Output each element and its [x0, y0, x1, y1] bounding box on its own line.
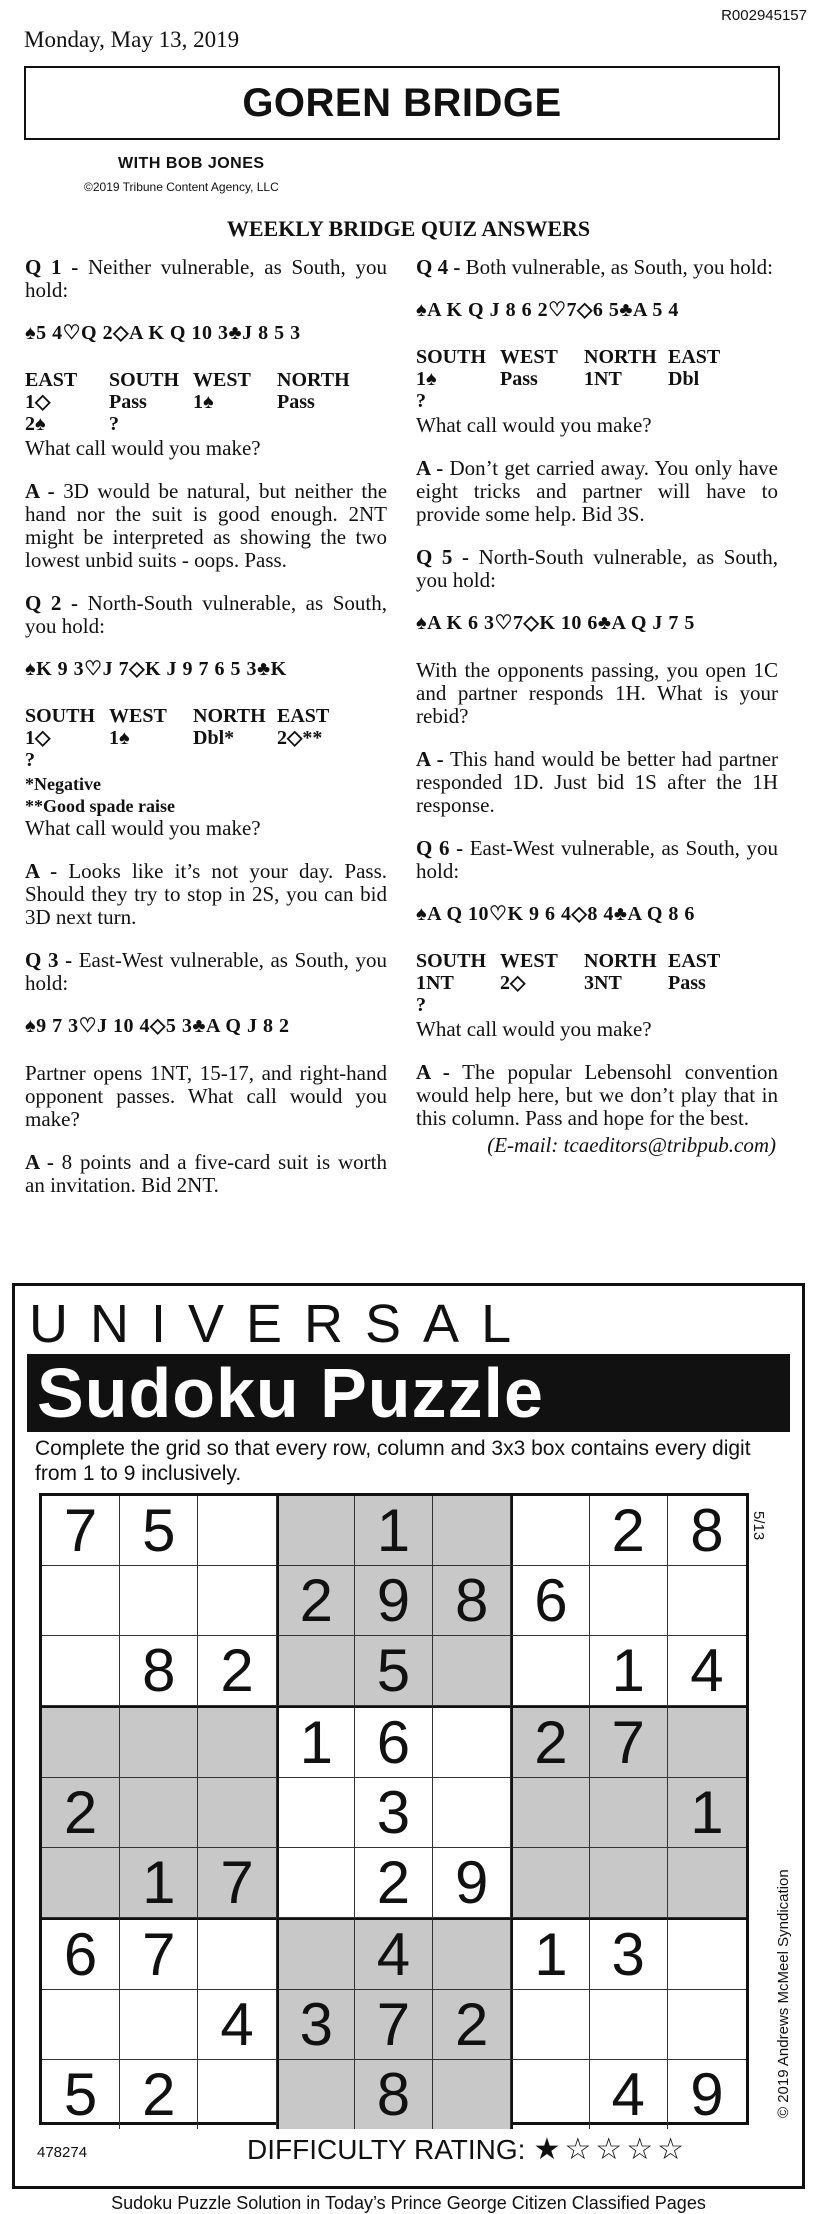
question-3-text: Partner opens 1NT, 15-17, and right-hand opponent passes. What call would you make? — [25, 1061, 387, 1131]
sudoku-cell[interactable] — [198, 1566, 276, 1636]
auction-4 — [416, 346, 778, 412]
answer-text: Don’t get carried away. You only have eight tricks and partner will have to provide some help. Bid 3S. — [416, 456, 778, 526]
auction-bid: 2◇** — [277, 727, 323, 749]
question-prompt: What call would you make? — [416, 1017, 652, 1041]
sudoku-cell[interactable]: 1 — [355, 1496, 433, 1566]
sudoku-cell[interactable] — [668, 1566, 746, 1636]
auction-bid: ? — [109, 413, 119, 435]
sudoku-cell[interactable] — [277, 2060, 355, 2129]
sudoku-cell[interactable]: 2 — [433, 1990, 511, 2060]
question-prompt: What call would you make? — [416, 413, 652, 437]
star-empty-icon: ☆ — [564, 2133, 592, 2166]
sudoku-cell[interactable] — [277, 1848, 355, 1918]
sudoku-cell[interactable] — [120, 1566, 198, 1636]
question-4-intro — [416, 256, 778, 279]
auction-seat: WEST — [500, 346, 558, 368]
auction-2 — [25, 705, 387, 771]
answer-2 — [25, 860, 387, 929]
auction-bid: 1◇ — [25, 391, 51, 413]
sudoku-cell[interactable] — [590, 1566, 668, 1636]
auction-bid: 1♠ — [109, 727, 130, 749]
auction-header-row — [416, 950, 778, 972]
sudoku-cell[interactable] — [433, 1636, 511, 1706]
answer-label: A - — [416, 456, 444, 480]
sudoku-cell[interactable]: 1 — [590, 1636, 668, 1706]
star-empty-icon: ☆ — [657, 2133, 684, 2166]
sudoku-cell[interactable] — [433, 1706, 511, 1778]
sudoku-cell[interactable] — [277, 1636, 355, 1706]
hand-2: ♠K 9 3♡J 7◇K J 9 7 6 5 3♣K — [25, 658, 287, 680]
sudoku-cell[interactable] — [277, 1496, 355, 1566]
sudoku-cell[interactable]: 5 — [355, 1636, 433, 1706]
sudoku-cell[interactable]: 9 — [433, 1848, 511, 1918]
sudoku-cell[interactable] — [668, 1848, 746, 1918]
sudoku-cell[interactable] — [198, 1706, 276, 1778]
question-label: Q 3 - — [25, 948, 73, 972]
question-text: North-South vulnerable, as South, you hold: — [25, 591, 388, 638]
auction-row — [416, 972, 778, 994]
answer-5 — [416, 748, 778, 817]
sudoku-cell[interactable] — [433, 1496, 511, 1566]
sudoku-cell[interactable] — [511, 1848, 589, 1918]
sudoku-cell[interactable]: 4 — [355, 1918, 433, 1990]
sudoku-cell[interactable]: 1 — [120, 1848, 198, 1918]
question-5-intro — [416, 546, 778, 592]
sudoku-cell[interactable] — [198, 1496, 276, 1566]
sudoku-cell[interactable]: 2 — [355, 1848, 433, 1918]
auction-row — [25, 727, 387, 749]
answer-label: A - — [416, 1060, 450, 1084]
sudoku-cell[interactable]: 7 — [590, 1706, 668, 1778]
auction-seat: WEST — [109, 705, 167, 727]
auction-bid: 1♠ — [193, 391, 214, 413]
sudoku-cell[interactable]: 4 — [198, 1990, 276, 2060]
question-label: Q 4 - — [416, 255, 461, 279]
auction-header-row — [25, 705, 387, 727]
copyright-line: ©2019 Tribune Content Agency, LLC — [84, 180, 279, 194]
column-title: GOREN BRIDGE — [242, 80, 562, 125]
sudoku-cell[interactable]: 8 — [120, 1636, 198, 1706]
auction-seat: EAST — [277, 705, 330, 727]
auction-row — [25, 749, 387, 771]
sudoku-cell[interactable]: 7 — [355, 1990, 433, 2060]
auction-bid: 1♠ — [416, 368, 437, 390]
sudoku-cell[interactable]: 2 — [277, 1566, 355, 1636]
difficulty-label: DIFFICULTY RATING: — [247, 2134, 526, 2165]
quiz-heading: WEEKLY BRIDGE QUIZ ANSWERS — [226, 216, 591, 241]
question-text: North-South vulnerable, as South, you hold: — [416, 545, 779, 592]
question-label: Q 1 - — [25, 255, 79, 279]
sudoku-cell[interactable] — [120, 1706, 198, 1778]
star-filled-icon: ★ — [533, 2133, 561, 2166]
sudoku-cell[interactable]: 4 — [590, 2060, 668, 2129]
auction-bid: 1NT — [584, 368, 622, 390]
question-text: East-West vulnerable, as South, you hold: — [25, 948, 388, 995]
sudoku-cell[interactable] — [511, 1636, 589, 1706]
sudoku-cell[interactable]: 2 — [511, 1706, 589, 1778]
dateline: Monday, May 13, 2019 — [24, 27, 240, 52]
sudoku-cell[interactable]: 3 — [590, 1918, 668, 1990]
answer-6 — [416, 1061, 778, 1130]
auction-bid: ? — [416, 390, 426, 412]
answer-3 — [25, 1151, 387, 1197]
auction-1 — [25, 369, 387, 435]
sudoku-section — [12, 1283, 805, 2189]
sudoku-cell[interactable]: 1 — [511, 1918, 589, 1990]
sudoku-cell[interactable] — [42, 1990, 120, 2060]
sudoku-cell[interactable] — [198, 1918, 276, 1990]
auction-bid: ? — [416, 994, 426, 1016]
star-empty-icon: ☆ — [595, 2133, 623, 2166]
answer-text: The popular Lebensohl convention would help here, but we don’t play that in this column. Pass and hope for the best. — [416, 1060, 779, 1130]
hand-1: ♠5 4♡Q 2◇A K Q 10 3♣J 8 5 3 — [25, 322, 301, 344]
sudoku-cell[interactable] — [42, 1706, 120, 1778]
auction-footnote: *Negative — [25, 774, 101, 794]
sudoku-cell[interactable]: 8 — [355, 2060, 433, 2129]
sudoku-cell[interactable]: 6 — [42, 1918, 120, 1990]
answer-label: A - — [25, 859, 58, 883]
sudoku-cell[interactable] — [42, 1566, 120, 1636]
star-empty-icon: ☆ — [626, 2133, 654, 2166]
sudoku-cell[interactable] — [668, 1990, 746, 2060]
sudoku-cell[interactable]: 7 — [198, 1848, 276, 1918]
answer-label: A - — [416, 747, 444, 771]
auction-bid: Dbl* — [193, 727, 235, 749]
auction-bid: Pass — [109, 391, 147, 413]
sudoku-cell[interactable]: 8 — [668, 1496, 746, 1566]
sudoku-cell[interactable] — [511, 1496, 589, 1566]
sudoku-cell[interactable] — [198, 1778, 276, 1848]
answer-4 — [416, 457, 778, 526]
sudoku-cell[interactable]: 9 — [690, 2061, 724, 2128]
sudoku-cell[interactable]: 2 — [198, 1636, 276, 1706]
auction-bid: Pass — [668, 972, 706, 994]
question-2-intro — [25, 592, 387, 638]
sudoku-cell[interactable]: 1 — [668, 1778, 746, 1848]
sudoku-cell[interactable]: 5 — [42, 2060, 120, 2129]
answer-1 — [25, 480, 387, 572]
sudoku-cell[interactable]: 7 — [42, 1496, 120, 1566]
question-prompt: What call would you make? — [25, 436, 261, 460]
sudoku-cell[interactable] — [590, 1778, 668, 1848]
sudoku-cell[interactable] — [120, 1778, 198, 1848]
question-label: Q 6 - — [416, 836, 464, 860]
answer-text: Looks like it’s not your day. Pass. Should they try to stop in 2S, you can bid 3D next turn. — [25, 859, 388, 929]
auction-header-row — [416, 346, 778, 368]
auction-seat: SOUTH — [25, 705, 96, 727]
sudoku-cell[interactable] — [277, 1778, 355, 1848]
answer-label: A - — [25, 1150, 54, 1174]
sudoku-cell[interactable]: 8 — [433, 1566, 511, 1636]
question-text: Both vulnerable, as South, you hold: — [465, 255, 773, 279]
auction-bid: 3NT — [584, 972, 622, 994]
hand-3: ♠9 7 3♡J 10 4◇5 3♣A Q J 8 2 — [25, 1015, 290, 1037]
sudoku-cell[interactable]: 9 — [355, 1566, 433, 1636]
sudoku-cell[interactable] — [511, 1990, 589, 2060]
sudoku-grid — [39, 1493, 749, 2128]
sudoku-cell[interactable] — [433, 1918, 511, 1990]
byline: WITH BOB JONES — [118, 155, 265, 172]
auction-seat: SOUTH — [416, 950, 487, 972]
auction-bid: 2♠ — [25, 413, 46, 435]
sudoku-cell[interactable]: 2 — [42, 1778, 120, 1848]
sudoku-cell[interactable] — [433, 2060, 511, 2129]
auction-footnote: **Good spade raise — [25, 796, 176, 816]
sudoku-cell[interactable] — [277, 1918, 355, 1990]
sudoku-cell[interactable]: 2 — [590, 1496, 668, 1566]
auction-seat: EAST — [25, 369, 78, 391]
sudoku-cell[interactable] — [433, 1778, 511, 1848]
auction-row — [416, 994, 778, 1016]
auction-row — [25, 391, 387, 413]
sudoku-cell[interactable]: 4 — [668, 1636, 746, 1706]
question-label: Q 2 - — [25, 591, 79, 615]
sudoku-cell[interactable] — [668, 1918, 746, 1990]
auction-seat: NORTH — [277, 369, 350, 391]
sudoku-brand: UNIVERSAL — [29, 1294, 534, 1354]
solution-note: Sudoku Puzzle Solution in Today’s Prince George Citizen Classified Pages — [111, 2193, 706, 2213]
sudoku-cell[interactable] — [120, 1990, 198, 2060]
sudoku-cell[interactable]: 7 — [120, 1918, 198, 1990]
hand-5: ♠A K 6 3♡7◇K 10 6♣A Q J 7 5 — [416, 612, 695, 634]
question-text: Neither vulnerable, as South, you hold: — [25, 255, 388, 302]
auction-bid: 1NT — [416, 972, 454, 994]
auction-bid: 1◇ — [25, 727, 51, 749]
sudoku-cell[interactable]: 6 — [355, 1706, 433, 1778]
sudoku-cell[interactable] — [590, 1848, 668, 1918]
answer-text: 8 points and a five-card suit is worth an invitation. Bid 2NT. — [25, 1150, 388, 1197]
auction-seat: EAST — [668, 950, 721, 972]
difficulty-stars — [533, 2135, 684, 2165]
auction-header-row — [25, 369, 387, 391]
puzzle-date: 5/13 — [750, 1511, 767, 1541]
sudoku-title-banner — [27, 1354, 790, 1432]
sudoku-cell[interactable] — [511, 2060, 589, 2129]
question-label: Q 5 - — [416, 545, 470, 569]
sudoku-cell[interactable] — [42, 1636, 120, 1706]
auction-seat: SOUTH — [109, 369, 180, 391]
syndication-credit: © 2019 Andrews McMeel Syndication — [775, 1869, 792, 2118]
auction-bid: Dbl — [668, 368, 700, 390]
question-1-intro — [25, 256, 387, 302]
difficulty-rating — [247, 2134, 684, 2166]
auction-seat: NORTH — [584, 346, 657, 368]
sudoku-cell[interactable] — [668, 1706, 746, 1778]
auction-bid: 2◇ — [500, 972, 526, 994]
sudoku-cell[interactable]: 2 — [120, 2060, 198, 2129]
auction-seat: NORTH — [193, 705, 266, 727]
reference-number: R002945157 — [721, 7, 807, 24]
sudoku-cell[interactable]: 1 — [277, 1706, 355, 1778]
auction-seat: WEST — [193, 369, 251, 391]
sudoku-cell[interactable]: 6 — [511, 1566, 589, 1636]
auction-row — [25, 413, 387, 435]
sudoku-cell[interactable] — [42, 1848, 120, 1918]
auction-seat: WEST — [500, 950, 558, 972]
sudoku-cell[interactable] — [590, 1990, 668, 2060]
question-6-intro — [416, 837, 778, 883]
question-text: East-West vulnerable, as South, you hold: — [416, 836, 779, 883]
answer-text: This hand would be better had partner responded 1D. Just bid 1S after the 1H response. — [416, 747, 779, 817]
hand-4: ♠A K Q J 8 6 2♡7◇6 5♣A 5 4 — [416, 299, 679, 321]
auction-row — [416, 368, 778, 390]
email-line[interactable]: (E-mail: tcaeditors@tribpub.com) — [487, 1133, 776, 1157]
auction-row — [416, 390, 778, 412]
answer-label: A - — [25, 479, 55, 503]
left-column — [25, 256, 387, 1217]
sudoku-cell[interactable] — [511, 1778, 589, 1848]
hand-6: ♠A Q 10♡K 9 6 4◇8 4♣A Q 8 6 — [416, 903, 695, 925]
auction-bid: Pass — [277, 391, 315, 413]
auction-seat: SOUTH — [416, 346, 487, 368]
sudoku-cell[interactable]: 3 — [355, 1778, 433, 1848]
auction-bid: ? — [25, 749, 35, 771]
answer-text: 3D would be natural, but neither the hand nor the suit is good enough. 2NT might be interpreted as showing the two lowest unbid suits - oops. Pass. — [25, 479, 388, 572]
question-5-text: With the opponents passing, you open 1C and partner responds 1H. What is your rebid? — [416, 658, 778, 728]
sudoku-title: Sudoku Puzzle — [37, 1354, 544, 1432]
sudoku-cell[interactable] — [198, 2060, 276, 2129]
auction-bid: Pass — [500, 368, 538, 390]
auction-6 — [416, 950, 778, 1016]
sudoku-cell[interactable]: 3 — [277, 1990, 355, 2060]
right-column — [416, 256, 778, 1157]
auction-seat: NORTH — [584, 950, 657, 972]
puzzle-number: 478274 — [37, 2144, 88, 2161]
column-title-box — [24, 66, 780, 140]
question-prompt: What call would you make? — [25, 816, 261, 840]
sudoku-instructions: Complete the grid so that every row, column and 3x3 box contains every digit from 1 to 9 inclusively. — [35, 1437, 751, 1485]
auction-seat: EAST — [668, 346, 721, 368]
sudoku-cell[interactable]: 5 — [120, 1496, 198, 1566]
question-3-intro — [25, 949, 387, 995]
